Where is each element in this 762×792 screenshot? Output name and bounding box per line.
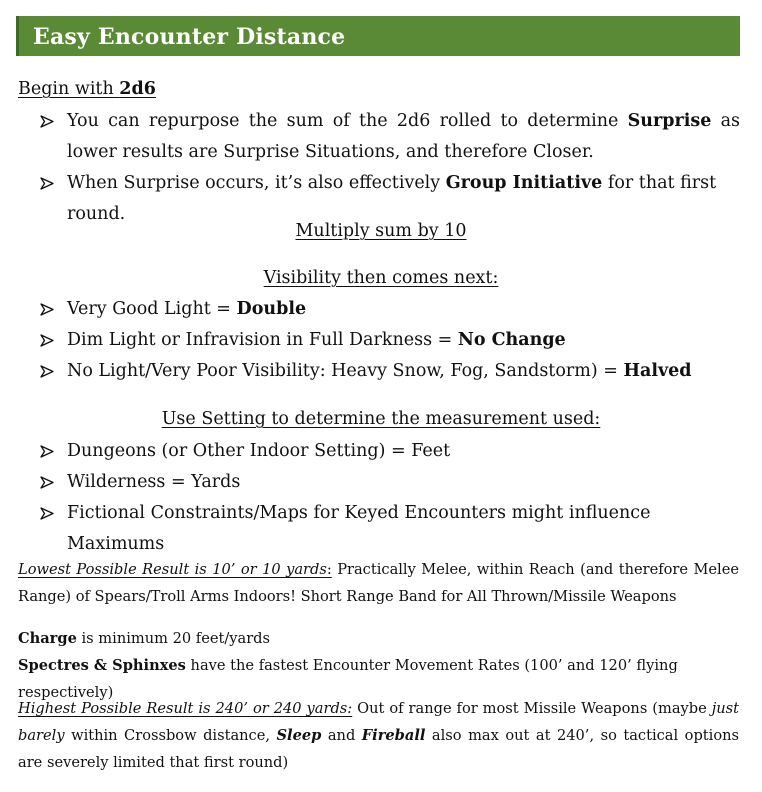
arrowhead-bullet-icon [40, 168, 58, 199]
setting-bullet-list [0, 436, 762, 560]
begin-line [18, 77, 156, 101]
lowest-label: Lowest Possible Result is 10’ or 10 yards [18, 561, 327, 578]
arrowhead-bullet-icon [40, 106, 58, 137]
page-title: Easy Encounter Distance [33, 24, 346, 50]
spectres-line: Spectres & Sphinxes have the fastest Encounter Movement Rates (100’ and 120’ flying respectively) [18, 657, 678, 701]
visibility-bullet-list [0, 294, 762, 387]
list-item: When Surprise occurs, it’s also effectively Group Initiative for that first round. [0, 168, 762, 230]
lowest-result-paragraph: Lowest Possible Result is 10’ or 10 yards: Practically Melee, within Reach (and therefore Melee Range) of Spears/Troll Arms Indoors! Short Range Band for All Thrown/Missile Weapons [18, 561, 739, 605]
arrowhead-bullet-icon [40, 325, 58, 356]
title-banner [16, 16, 740, 56]
charge-line: Charge is minimum 20 feet/yards [18, 630, 271, 647]
surprise-bullet-list [0, 106, 762, 230]
begin-dice: 2d6 [119, 79, 156, 99]
movement-notes [18, 625, 739, 706]
arrowhead-bullet-icon [40, 356, 58, 387]
list-item: Wilderness = Yards [0, 467, 762, 498]
setting-heading: Use Setting to determine the measurement used: [161, 409, 601, 429]
list-item: Dungeons (or Other Indoor Setting) = Feet [0, 436, 762, 467]
begin-underlined [18, 79, 156, 99]
arrowhead-bullet-icon [40, 294, 58, 325]
begin-prefix: Begin with [18, 79, 120, 99]
arrowhead-bullet-icon [40, 436, 58, 467]
highest-result-paragraph: Highest Possible Result is 240’ or 240 yards: Out of range for most Missile Weapons (maybe just barely within Crossbow distance, Sleep and Fireball also max out at 240’, so tactical options are severely limited that first round) [18, 700, 739, 771]
arrowhead-bullet-icon [40, 467, 58, 498]
list-item: Very Good Light = Double [0, 294, 762, 325]
multiply-heading: Multiply sum by 10 [295, 221, 467, 241]
list-item: You can repurpose the sum of the 2d6 rolled to determine Surprise as lower results are Surprise Situations, and therefore Closer. [0, 106, 762, 168]
visibility-heading: Visibility then comes next: [263, 268, 499, 288]
list-item: Fictional Constraints/Maps for Keyed Encounters might influence Maximums [0, 498, 762, 560]
list-item: No Light/Very Poor Visibility: Heavy Snow, Fog, Sandstorm) = Halved [0, 356, 762, 387]
arrowhead-bullet-icon [40, 498, 58, 529]
highest-label: Highest Possible Result is 240’ or 240 yards: [18, 700, 353, 717]
list-item: Dim Light or Infravision in Full Darkness = No Change [0, 325, 762, 356]
